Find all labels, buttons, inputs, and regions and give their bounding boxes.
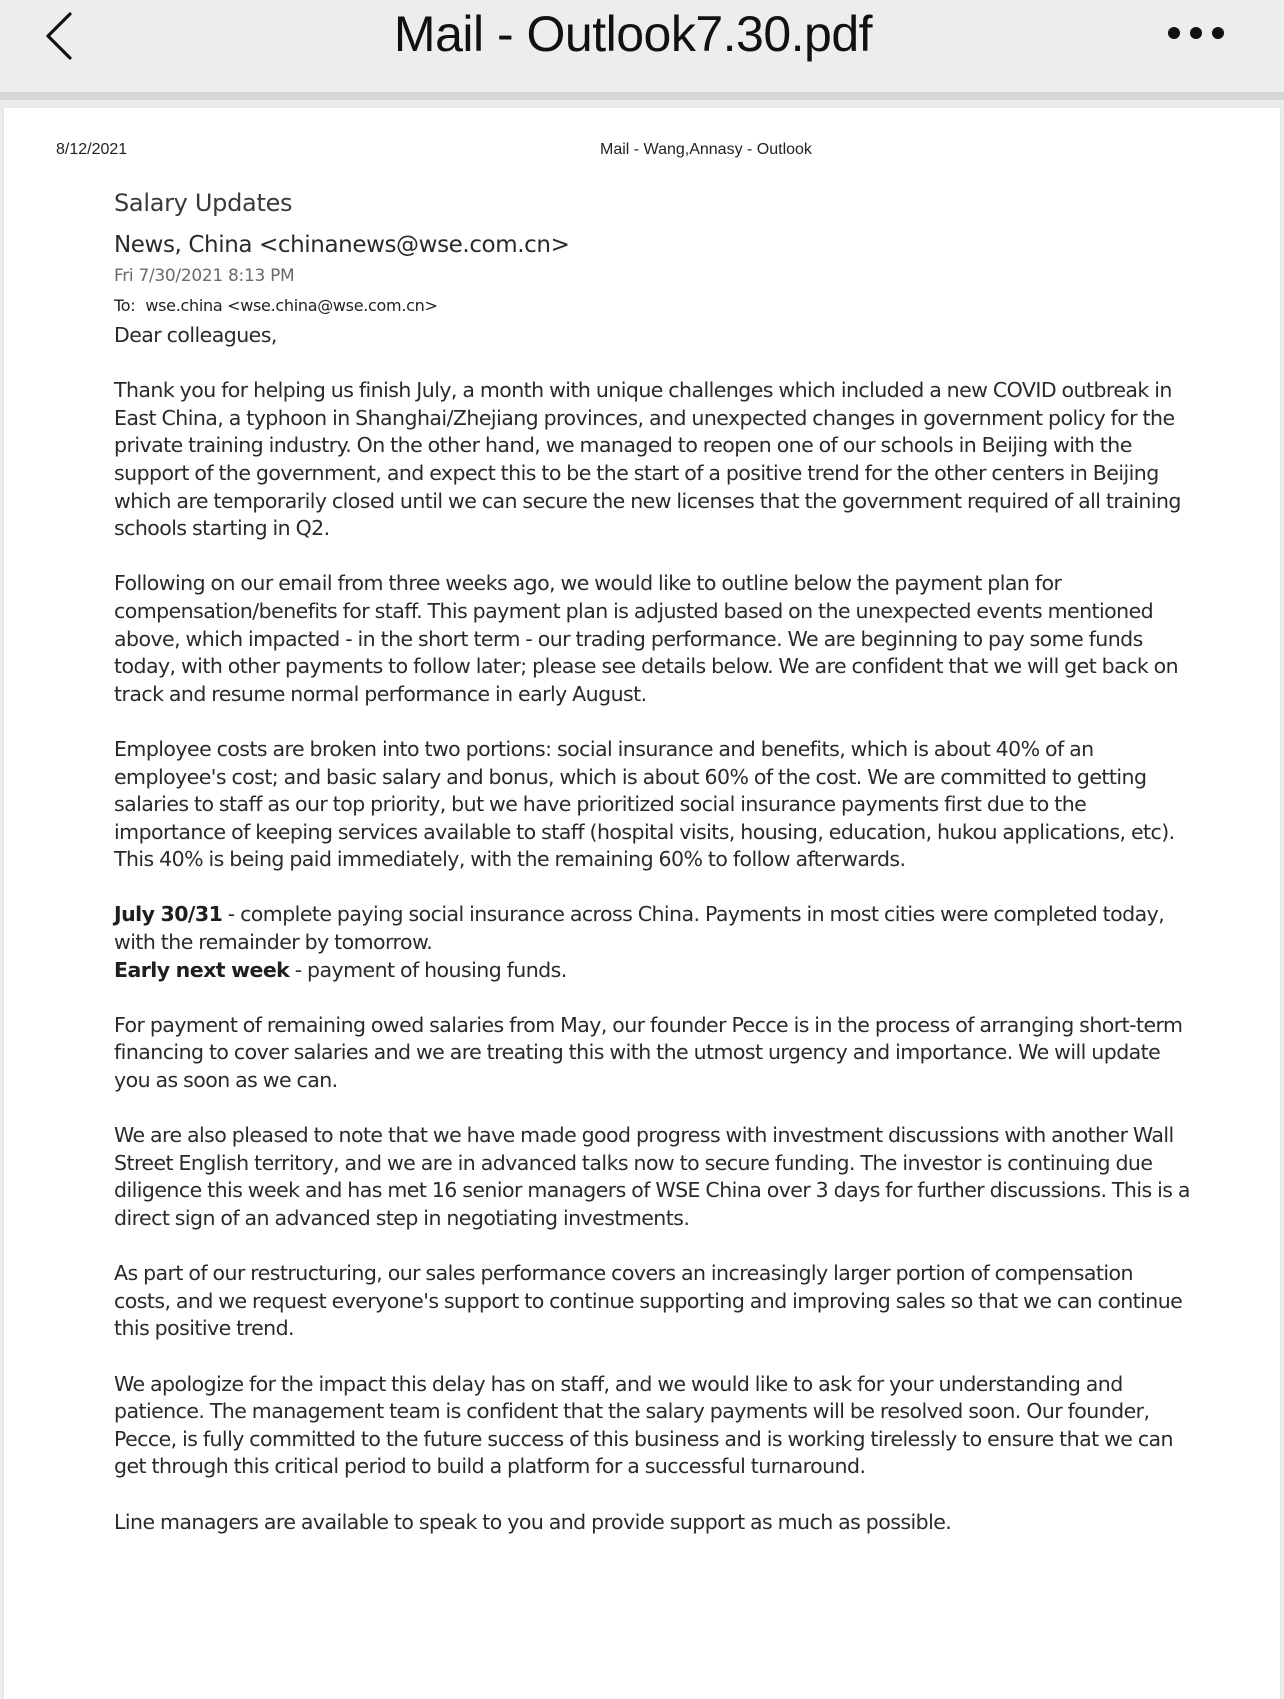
print-header: Mail - Wang,Annasy - Outlook xyxy=(600,141,812,158)
chevron-left-icon xyxy=(40,8,90,64)
dot xyxy=(1190,27,1202,39)
body-paragraph: Employee costs are broken into two portions: social insurance and benefits, which is about 40% of an employee's cost; and basic salary and bonus, which is about 60% of the cost. We are committed to getting salaries to staff as our top priority, but we have prioritized social insurance payments first due to the importance of keeping services available to staff (hospital visits, housing, education, hukou applications, etc). This 40% is being paid immediately, with the remaining 60% to follow afterwards. xyxy=(114,736,1175,872)
email-body xyxy=(114,322,1194,1536)
body-paragraph: As part of our restructuring, our sales performance covers an increasingly larger portion of compensation costs, and we request everyone's support to continue supporting and improving sales so that we can continue this positive trend. xyxy=(114,1261,1183,1341)
email-subject: Salary Updates xyxy=(114,189,293,217)
document-title: Mail - Outlook7.30.pdf xyxy=(393,6,873,62)
body-paragraph: Following on our email from three weeks ago, we would like to outline below the payment plan for compensation/benefits for staff. This payment plan is adjusted based on the unexpected events mentioned above, which impacted - in the short term - our trading performance. We are beginning to pay some funds today, with other payments to follow later; please see details below. We are confident that we will get back on track and resume normal performance in early August. xyxy=(114,571,1179,706)
body-paragraph: For payment of remaining owed salaries from May, our founder Pecce is in the process of arranging short-term financing to cover salaries and we are treating this with the utmost urgency and importance. We will update you as soon as we can. xyxy=(114,1012,1183,1093)
email-sent-time: Fri 7/30/2021 8:13 PM xyxy=(114,266,295,286)
document-title-container xyxy=(0,4,1284,64)
schedule-item xyxy=(114,901,1194,956)
schedule-item-date: July 30/31 xyxy=(114,902,223,927)
email-recipients xyxy=(114,294,1194,318)
print-date: 8/12/2021 xyxy=(56,141,128,158)
schedule-item-description: - complete paying social insurance across China. Payments in most cities were completed today, with the remainder by tomorrow. xyxy=(114,902,1165,955)
body-paragraph: We are also pleased to note that we have made good progress with investment discussions with another Wall Street English territory, and we are in advanced talks now to secure funding. The investor is continuing due diligence this week and has met 16 senior managers of WSE China over 3 days for further discussions. This is a direct sign of an advanced step in negotiating investments. xyxy=(114,1123,1190,1230)
body-paragraph: We apologize for the impact this delay has on staff, and we would like to ask for your understanding and patience. The management team is confident that the salary payments will be resolved soon. Our founder, Pecce, is fully committed to the future success of this business and is working tirelessly to ensure that we can get through this critical period to build a platform for a successful turnaround. xyxy=(114,1371,1173,1479)
back-button[interactable] xyxy=(40,8,90,64)
to-value: wse.china <wse.china@wse.com.cn> xyxy=(145,296,438,315)
dot xyxy=(1168,27,1180,39)
schedule-item xyxy=(114,957,1194,985)
body-paragraph: Thank you for helping us finish July, a month with unique challenges which included a new COVID outbreak in East China, a typhoon in Shanghai/Zhejiang provinces, and unexpected changes in government policy for the private training industry. On the other hand, we managed to reopen one of our schools in Beijing with the support of the government, and expect this to be the start of a positive trend for the other centers in Beijing which are temporarily closed until we can secure the new licenses that the government required of all training schools starting in Q2. xyxy=(114,378,1181,541)
pdf-page xyxy=(4,108,1280,1699)
schedule-item-description: - payment of housing funds. xyxy=(289,957,567,982)
schedule-item-date: Early next week xyxy=(114,957,290,982)
email-greeting: Dear colleagues, xyxy=(114,323,277,347)
top-navigation-bar xyxy=(0,0,1284,100)
to-label: To: xyxy=(114,296,136,315)
body-paragraph: Line managers are available to speak to you and provide support as much as possible. xyxy=(114,1509,952,1534)
email-message xyxy=(114,184,1194,1564)
dot xyxy=(1212,27,1224,39)
more-options-button[interactable] xyxy=(1168,18,1234,48)
email-sender: News, China <chinanews@wse.com.cn> xyxy=(114,232,570,258)
